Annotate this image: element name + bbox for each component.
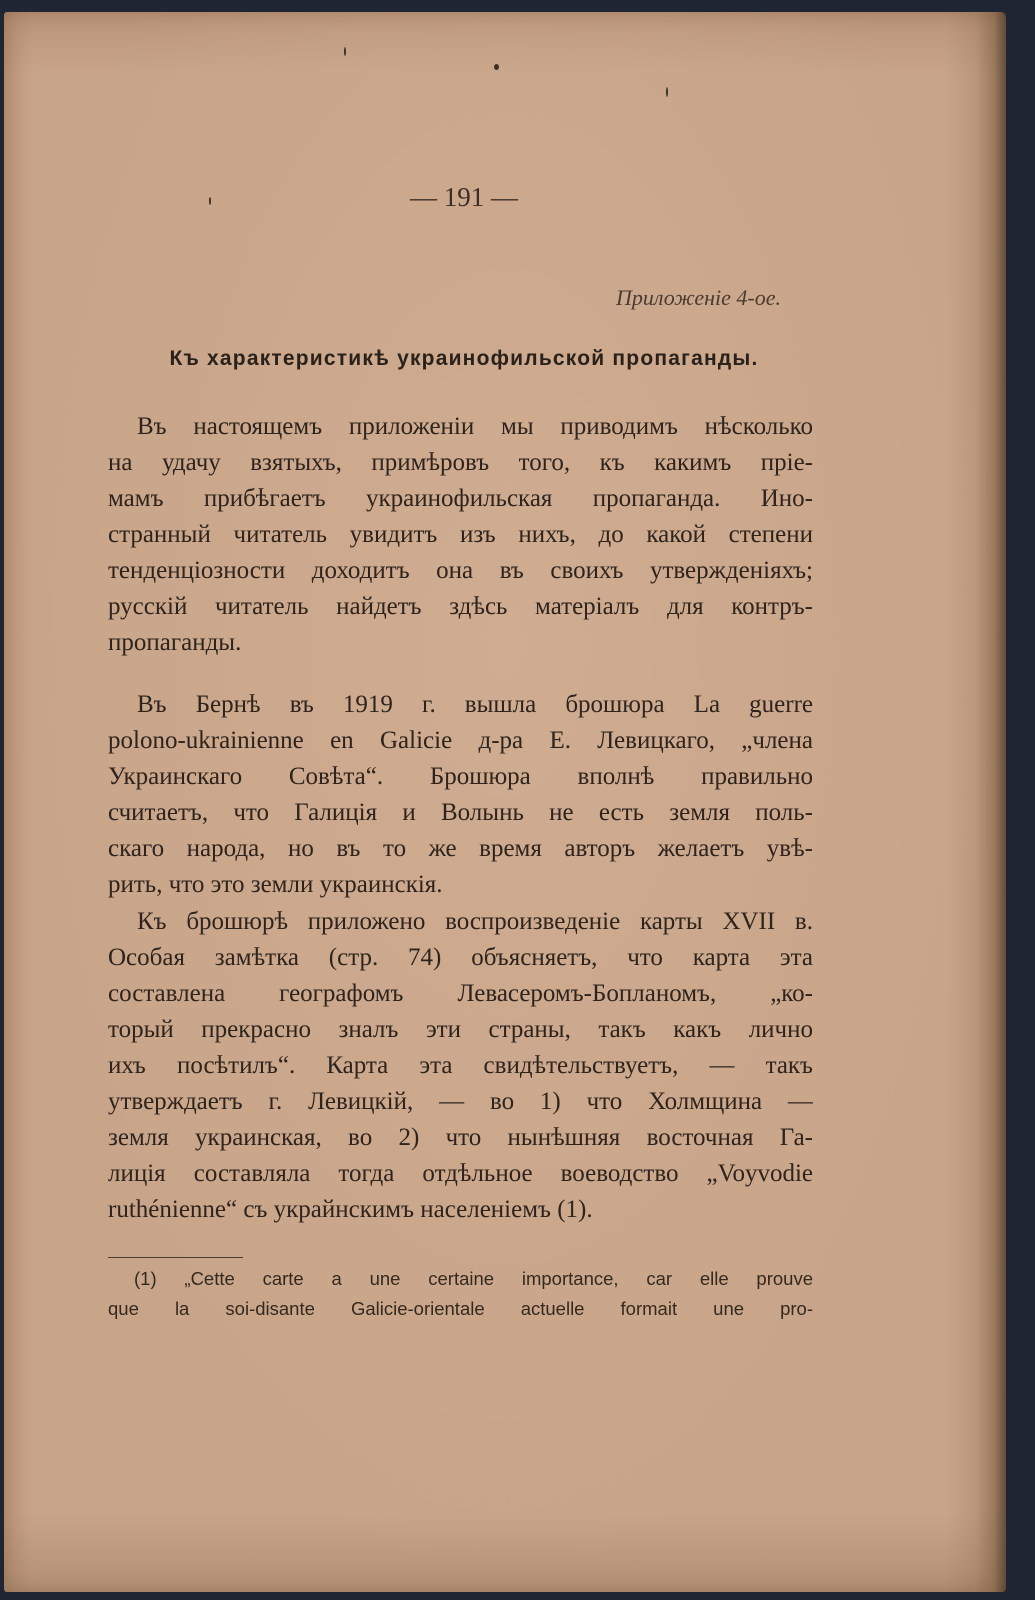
ink-speck (344, 47, 346, 56)
text-line: ruthénienne“ съ украйнскимъ населеніемъ (1). (108, 1196, 593, 1223)
footnote-line: que la soi-disante Galicie-orientale actuelle formait une pro- (108, 1298, 813, 1319)
text-line: мамъ прибѣгаетъ украинофильская пропаганда. Ино- (108, 485, 813, 512)
text-line: составлена географомъ Левасеромъ-Бопланомъ, „ко- (108, 980, 813, 1007)
text-line: земля украинская, во 2) что нынѣшняя восточная Га- (108, 1124, 813, 1151)
text-line: Особая замѣтка (стр. 74) объясняетъ, что карта эта (108, 944, 813, 971)
appendix-label: Приложеніе 4-ое. (615, 285, 781, 310)
section-heading: Къ характеристикѣ украинофильской пропаганды. (169, 347, 759, 370)
footnote-rule (108, 1257, 243, 1258)
text-line: Къ брошюрѣ приложено воспроизведеніе карты XVII в. (137, 908, 813, 935)
page-edge-shading (976, 12, 1006, 1592)
text-line: Въ настоящемъ приложеніи мы приводимъ нѣсколько (137, 413, 813, 440)
text-line: на удачу взятыхъ, примѣровъ того, къ какимъ пріе- (108, 449, 813, 476)
text-line: polono-ukrainienne en Galicie д-ра Е. Левицкаго, „члена (108, 727, 813, 754)
text-line: Въ Бернѣ въ 1919 г. вышла брошюра La guerre (137, 691, 813, 718)
footnote-line: (1) „Cette carte a une certaine importance, car elle prouve (134, 1268, 813, 1289)
page-number: — 191 — (410, 182, 518, 212)
text-line: рить, что это земли украинскія. (108, 871, 443, 898)
ink-speck (666, 87, 668, 97)
text-line: утверждаетъ г. Левицкій, — во 1) что Холмщина — (108, 1088, 813, 1115)
text-line: странный читатель увидитъ изъ нихъ, до какой степени (108, 521, 813, 548)
text-line: лиція составляла тогда отдѣльное воеводство „Voyvodie (108, 1160, 813, 1187)
book-page (4, 12, 1006, 1592)
text-line: ихъ посѣтилъ“. Карта эта свидѣтельствуетъ, — такъ (108, 1052, 813, 1079)
text-line: скаго народа, но въ то же время авторъ желаетъ увѣ- (108, 835, 813, 862)
text-line: русскій читатель найдетъ здѣсь матеріалъ для контръ- (108, 593, 813, 620)
text-line: Украинскаго Совѣта“. Брошюра вполнѣ правильно (108, 763, 813, 790)
ink-speck (494, 64, 499, 70)
text-line: торый прекрасно зналъ эти страны, такъ какъ лично (108, 1016, 813, 1043)
text-line: считаетъ, что Галиція и Волынь не есть земля поль- (108, 799, 813, 826)
text-line: тенденціозности доходитъ она въ своихъ утвержденіяхъ; (108, 557, 813, 584)
text-line: пропаганды. (108, 629, 242, 656)
